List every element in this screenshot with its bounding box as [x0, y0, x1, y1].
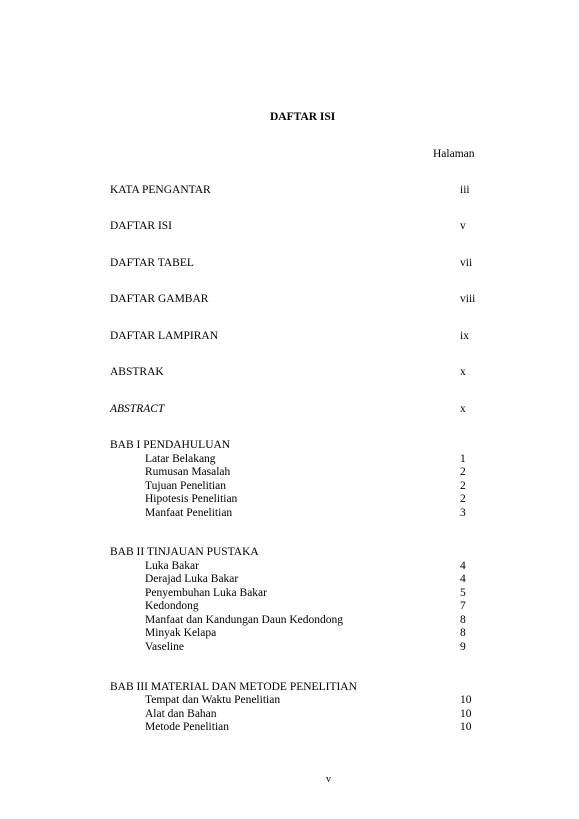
toc-subentry-page: 4	[460, 573, 466, 585]
toc-subentry-page: 8	[460, 627, 466, 639]
toc-subentry-label: Penyembuhan Luka Bakar	[145, 587, 267, 599]
toc-subentry-label: Luka Bakar	[145, 560, 199, 572]
toc-subentry-label: Rumusan Masalah	[145, 466, 231, 478]
toc-entry-page: vii	[460, 257, 473, 269]
toc-subentry-label: Derajad Luka Bakar	[145, 573, 239, 585]
toc-subentry-page: 3	[460, 507, 466, 519]
toc-subentry-label: Tujuan Penelitian	[145, 480, 227, 492]
toc-subentry-label: Latar Belakang	[145, 453, 216, 465]
page-column-header: Halaman	[433, 148, 475, 160]
toc-subentry-page: 9	[460, 641, 466, 653]
chapter-heading: BAB II TINJAUAN PUSTAKA	[110, 546, 259, 558]
toc-subentry-label: Tempat dan Waktu Penelitian	[145, 694, 281, 706]
toc-subentry-page: 10	[460, 721, 472, 733]
toc-subentry-label: Manfaat Penelitian	[145, 507, 233, 519]
toc-subentry-page: 10	[460, 694, 472, 706]
toc-subentry-label: Vaseline	[145, 641, 184, 653]
toc-entry-label: DAFTAR GAMBAR	[110, 293, 209, 305]
toc-entry-page: ix	[460, 330, 469, 342]
toc-entry-label: ABSTRACT	[110, 403, 165, 415]
page-number: v	[326, 774, 331, 785]
toc-entry-page: x	[460, 403, 466, 415]
toc-subentry-page: 2	[460, 480, 466, 492]
toc-subentry-label: Minyak Kelapa	[145, 627, 217, 639]
toc-entry-page: iii	[460, 184, 470, 196]
toc-entry-page: x	[460, 366, 466, 378]
toc-subentry-page: 1	[460, 453, 466, 465]
toc-subentry-page: 8	[460, 614, 466, 626]
chapter-heading: BAB I PENDAHULUAN	[110, 439, 231, 451]
toc-entry-label: DAFTAR ISI	[110, 220, 173, 232]
toc-subentry-page: 7	[460, 600, 466, 612]
toc-subentry-label: Manfaat dan Kandungan Daun Kedondong	[145, 614, 343, 626]
toc-subentry-label: Metode Penelitian	[145, 721, 229, 733]
toc-subentry-page: 2	[460, 466, 466, 478]
toc-subentry-label: Alat dan Bahan	[145, 708, 217, 720]
toc-subentry-label: Hipotesis Penelitian	[145, 493, 238, 505]
toc-subentry-page: 4	[460, 560, 466, 572]
toc-subentry-page: 5	[460, 587, 466, 599]
chapter-heading: BAB III MATERIAL DAN METODE PENELITIAN	[110, 681, 357, 693]
toc-entry-label: KATA PENGANTAR	[110, 184, 211, 196]
page-title: DAFTAR ISI	[270, 111, 336, 123]
toc-entry-page: viii	[460, 293, 476, 305]
toc-entry-label: ABSTRAK	[110, 366, 164, 378]
toc-entry-page: v	[460, 220, 466, 232]
toc-entry-label: DAFTAR TABEL	[110, 257, 194, 269]
toc-entry-label: DAFTAR LAMPIRAN	[110, 330, 219, 342]
toc-subentry-label: Kedondong	[145, 600, 199, 612]
toc-subentry-page: 2	[460, 493, 466, 505]
toc-subentry-page: 10	[460, 708, 472, 720]
